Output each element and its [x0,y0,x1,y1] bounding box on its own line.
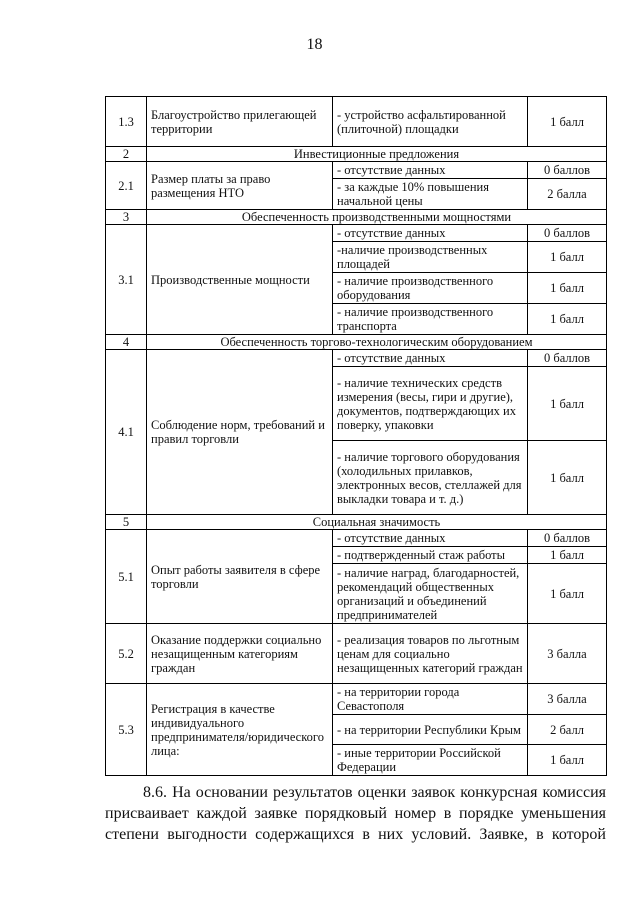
criterion-indicator: - отсутствие данных [333,225,528,242]
criterion-score: 1 балл [528,547,607,564]
table-row [106,350,607,367]
table-row [106,530,607,547]
criterion-score: 1 балл [528,304,607,335]
row-number: 1.3 [106,97,147,147]
row-number: 3.1 [106,225,147,335]
criterion-name: Соблюдение норм, требований и правил торговли [147,350,333,515]
row-number: 5.2 [106,624,147,684]
criterion-indicator: - отсутствие данных [333,162,528,179]
section-number: 2 [106,147,147,162]
criterion-name: Оказание поддержки социально незащищенным категориям граждан [147,624,333,684]
criterion-score: 0 баллов [528,530,607,547]
criterion-score: 1 балл [528,242,607,273]
criterion-indicator: - отсутствие данных [333,530,528,547]
criterion-score: 3 балла [528,624,607,684]
criterion-indicator: - за каждые 10% повышения начальной цены [333,179,528,210]
row-number: 5.1 [106,530,147,624]
section-title: Инвестиционные предложения [147,147,607,162]
criterion-indicator: - иные территории Российской Федерации [333,745,528,776]
section-row [106,515,607,530]
section-number: 5 [106,515,147,530]
criterion-indicator: - наличие производственного оборудования [333,273,528,304]
section-row [106,147,607,162]
section-title: Обеспеченность производственными мощностями [147,210,607,225]
criterion-score: 1 балл [528,564,607,624]
criterion-score: 2 балл [528,715,607,745]
criterion-score: 1 балл [528,273,607,304]
criterion-indicator: - на территории города Севастополя [333,684,528,715]
paragraph-line: 8.6. На основании результатов оценки заявок конкурсная комиссия [143,784,606,801]
criterion-score: 2 балла [528,179,607,210]
section-number: 4 [106,335,147,350]
table-row [106,97,607,147]
criterion-indicator: - наличие производственного транспорта [333,304,528,335]
criterion-indicator: - наличие наград, благодарностей, рекомендаций общественных организаций и объединений предпринимателей [333,564,528,624]
criterion-score: 1 балл [528,745,607,776]
criterion-score: 1 балл [528,367,607,441]
row-number: 4.1 [106,350,147,515]
criterion-indicator: - реализация товаров по льготным ценам для социально незащищенных категорий граждан [333,624,528,684]
criterion-name: Размер платы за право размещения НТО [147,162,333,210]
table-row [106,684,607,715]
criterion-indicator: - подтвержденный стаж работы [333,547,528,564]
criterion-score: 1 балл [528,441,607,515]
row-number: 2.1 [106,162,147,210]
section-title: Социальная значимость [147,515,607,530]
criterion-name: Благоустройство прилегающей территории [147,97,333,147]
table-row [106,162,607,179]
criterion-indicator: - отсутствие данных [333,350,528,367]
row-number: 5.3 [106,684,147,776]
section-title: Обеспеченность торгово-технологическим оборудованием [147,335,607,350]
section-row [106,210,607,225]
paragraph-line: степени выгодности содержащихся в них условий. Заявке, в которой [105,826,606,843]
table-row [106,624,607,684]
criterion-indicator: -наличие производственных площадей [333,242,528,273]
criterion-indicator: - на территории Республики Крым [333,715,528,745]
scoring-criteria-table [105,96,607,776]
criterion-indicator: - устройство асфальтированной (плиточной) площадки [333,97,528,147]
criterion-indicator: - наличие технических средств измерения (весы, гири и другие), документов, подтверждающих их поверку, упаковки [333,367,528,441]
criterion-score: 1 балл [528,97,607,147]
table-row [106,225,607,242]
criterion-score: 0 баллов [528,350,607,367]
paragraph-line: присваивает каждой заявке порядковый номер в порядке уменьшения [105,805,606,822]
criterion-name: Регистрация в качестве индивидуального предпринимателя/юридического лица: [147,684,333,776]
criterion-name: Опыт работы заявителя в сфере торговли [147,530,333,624]
section-row [106,335,607,350]
criterion-score: 0 баллов [528,162,607,179]
criterion-score: 0 баллов [528,225,607,242]
page-number: 18 [306,36,323,53]
section-number: 3 [106,210,147,225]
criterion-name: Производственные мощности [147,225,333,335]
criterion-score: 3 балла [528,684,607,715]
body-paragraph [105,782,606,845]
criterion-indicator: - наличие торгового оборудования (холодильных прилавков, электронных весов, стеллажей для выкладки товара и т. д.) [333,441,528,515]
